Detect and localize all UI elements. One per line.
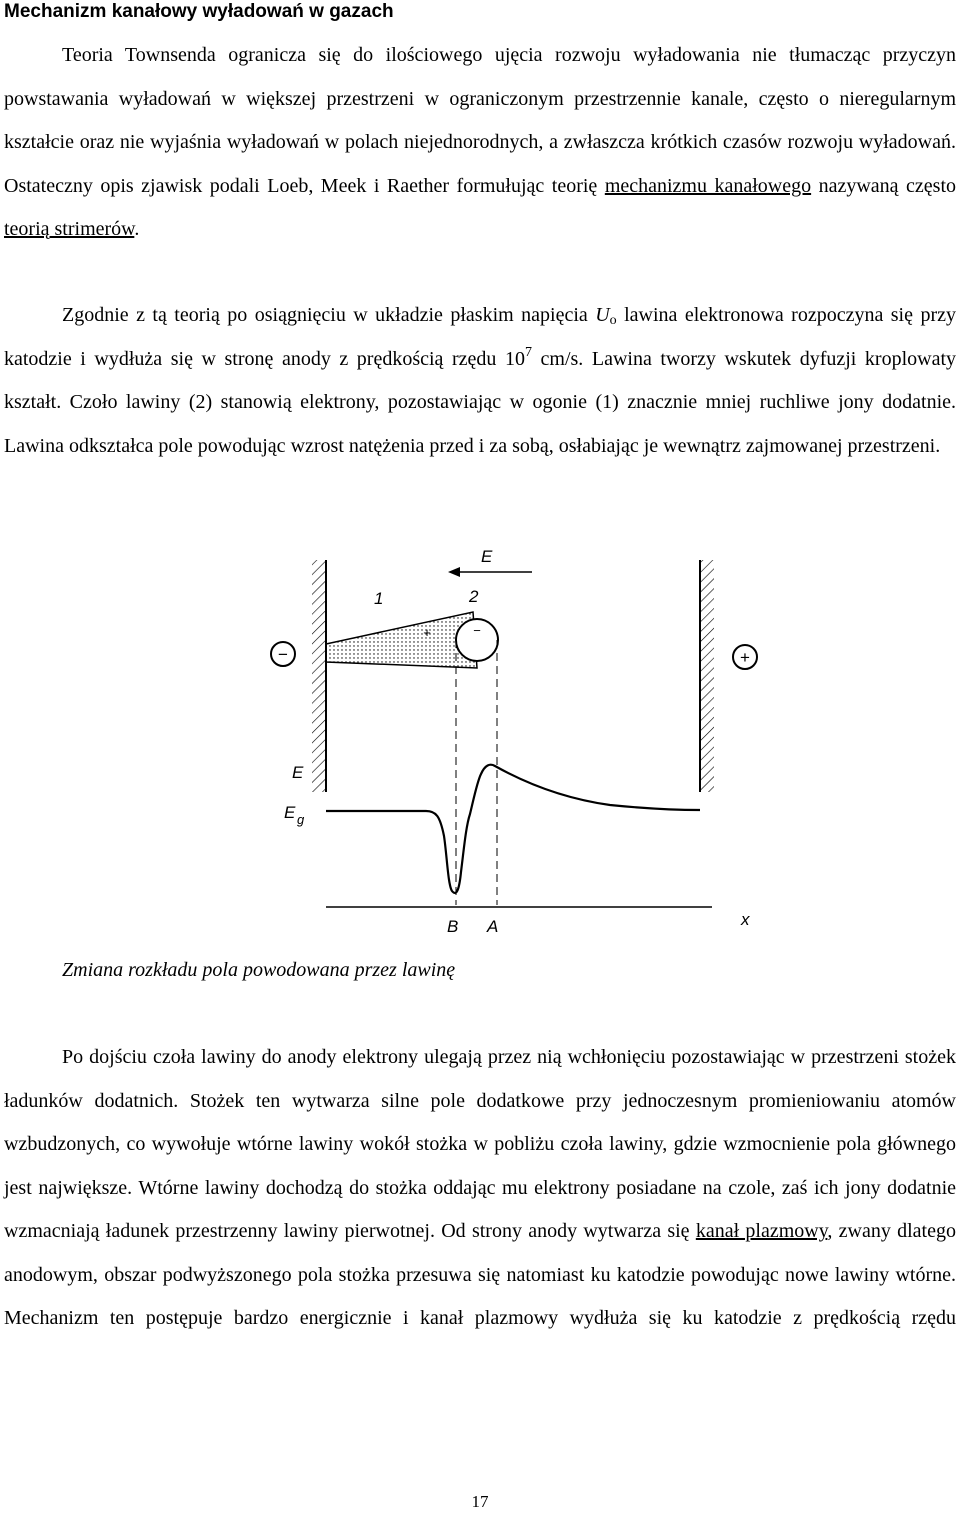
p1-text-1: Teoria Townsenda ogranicza się do ilościowego ujęcia rozwoju wyładowania nie tłumacząc przyczyn powstawania wyładowań w większej przestrzeni w ograniczonym przestrzennie kanale, często o nieregularnym kształcie oraz nie wyjaśnia wyładowań w polach niejednorodnych, a zwłaszcza krótkich czasów rozwoju wyładowań. Ostateczny opis zjawisk podali Loeb, Meek i Raether formułując teorię [4, 44, 956, 197]
figure-caption: Zmiana rozkładu pola powodowana przez lawinę [62, 959, 456, 981]
paragraph-plasma-channel [4, 1036, 956, 1341]
p1-text-2: nazywaną często [811, 174, 957, 197]
term-teoria-strimerow: teorią strimerów [4, 218, 135, 240]
paragraph-townsend [4, 34, 956, 252]
label-B: B [447, 917, 459, 936]
field-curve [326, 765, 700, 893]
p2-text-1: Zgodnie z tą teorią po osiągnięciu w układzie płaskim napięcia [62, 304, 596, 326]
p1-text-3: . [134, 218, 140, 240]
anode-sign: + [740, 648, 750, 667]
tail-charge-sign: + [423, 625, 431, 640]
paragraph-avalanche [4, 294, 956, 468]
p3-text-2: , zwany dlatego anodowym, obszar podwyższonego pola stożka przesuwa się natomiast ku katodzie powodując nowe lawiny wtórne. Mechanizm ten postępuje bardzo energicznie i kanał plazmowy wydłuża się ku katodzie z prędkością rzędu [4, 1220, 956, 1329]
term-mechanizm-kanalowy: mechanizmu kanałowego [604, 174, 812, 197]
term-kanal-plazmowy: kanał plazmowy [695, 1220, 828, 1242]
label-tail-1: 1 [374, 589, 384, 608]
var-U: U [595, 304, 610, 326]
label-Eg-subscript: g [297, 812, 305, 827]
avalanche-tail [326, 612, 477, 668]
axis-label-E: E [292, 763, 304, 782]
var-U-subscript: o [609, 313, 617, 328]
p3-text-1: Po dojściu czoła lawiny do anody elektrony ulegają przez nią wchłonięciu pozostawiając w przestrzeni stożek ładunków dodatnich. Stożek ten wytwarza silne pole dodatkowe przy jednoczesnym promieniowaniu atomów wzbudzonych, co wywołuje wtórne lawiny wokół stożka w pobliżu czoła lawiny, gdzie wzmocnienie pola głównego jest największe. Wtórne lawiny dochodzą do stożka oddając mu elektrony posiadane na czole, zaś ich jony dodatnie wzmacniają ładunek przestrzenny lawiny pierwotnej. Od strony anody wytwarza się [4, 1046, 956, 1242]
field-label-E: E [481, 547, 493, 566]
page-number: 17 [471, 1492, 489, 1511]
page-heading: Mechanizm kanałowy wyładowań w gazach [4, 1, 394, 22]
anode-plate [700, 560, 714, 792]
field-arrow-head [448, 567, 460, 577]
head-charge-sign: − [473, 623, 481, 638]
p2-text-3: cm/s. Lawina tworzy wskutek dyfuzji kroplowaty kształt. Czoło lawiny (2) stanowią elektrony, pozostawiając w ogonie (1) znacznie mniej ruchliwe jony dodatnie. Lawina odkształca pole powodując wzrost natężenia przed i za sobą, osłabiając je wewnątrz zajmowanej przestrzeni. [4, 347, 956, 457]
exponent: 7 [524, 344, 532, 360]
cathode-plate [312, 560, 326, 792]
label-A: A [487, 917, 499, 936]
axis-label-x: x [741, 910, 750, 929]
label-head-2: 2 [469, 587, 479, 606]
label-Eg: E [284, 803, 296, 822]
p2-text-2: lawina elektronowa rozpoczyna się przy katodzie i wydłuża się w stronę anody z prędkością rzędu 10 [4, 304, 956, 370]
avalanche-field-diagram [0, 520, 960, 945]
cathode-sign: − [278, 645, 288, 664]
